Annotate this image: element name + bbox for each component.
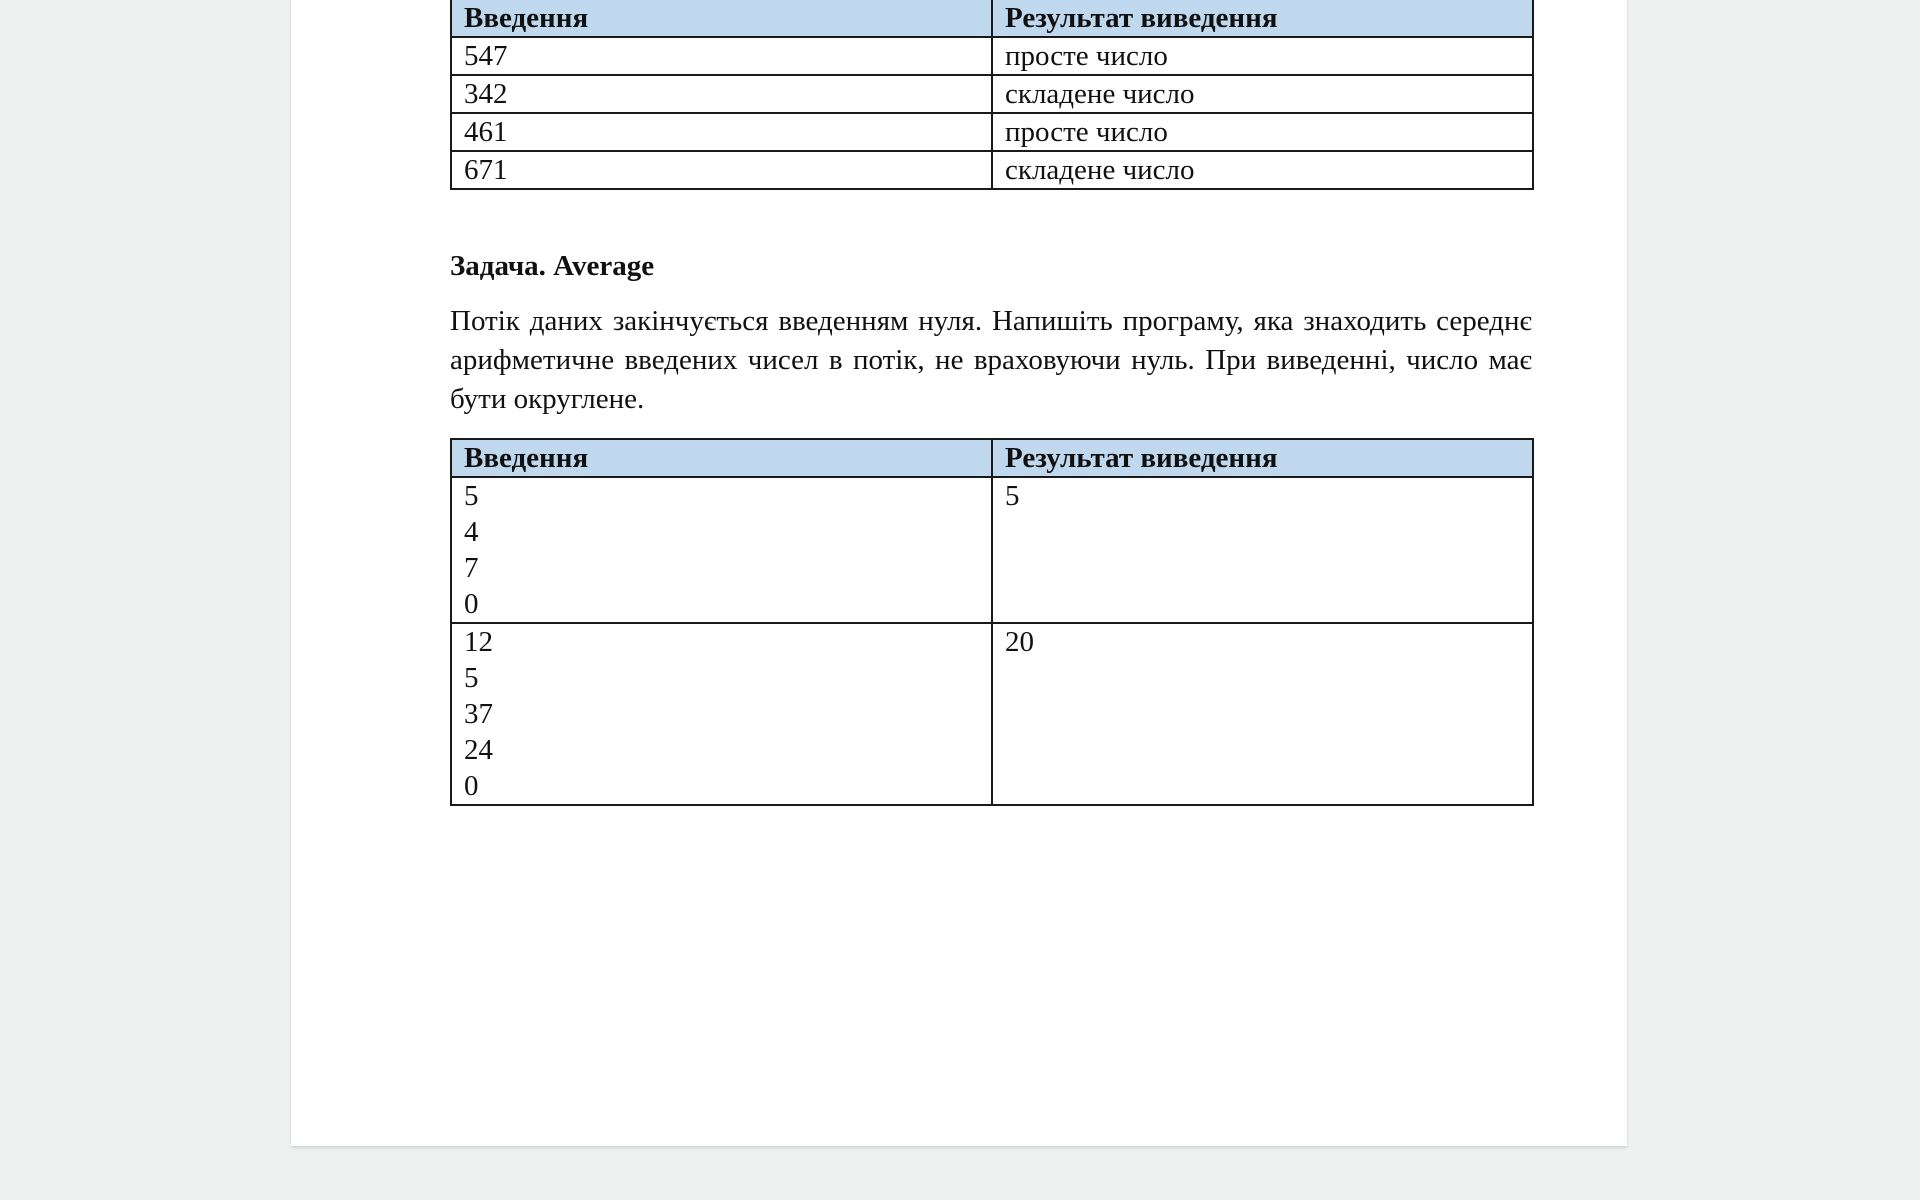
- page-content: [450, 0, 1532, 806]
- examples-table-prime: [450, 0, 1534, 190]
- input-line: 5: [464, 480, 479, 512]
- document-page: [291, 0, 1627, 1146]
- input-line: 12: [464, 626, 493, 658]
- table-header-row: [451, 439, 1533, 477]
- header-input: Введення: [451, 439, 992, 477]
- cell-output: складене число: [992, 151, 1533, 189]
- cell-input: 342: [451, 75, 992, 113]
- table-row: [451, 623, 1533, 805]
- task-title: Задача. Average: [450, 250, 655, 282]
- input-line: 4: [464, 516, 479, 548]
- table-row: [451, 151, 1533, 189]
- input-line: 7: [464, 552, 479, 584]
- cell-input: 547: [451, 37, 992, 75]
- examples-table-average: [450, 438, 1534, 806]
- input-line: 0: [464, 770, 479, 802]
- cell-output: складене число: [992, 75, 1533, 113]
- table-row: [451, 113, 1533, 151]
- table-row: [451, 75, 1533, 113]
- cell-input: [451, 477, 992, 623]
- input-line: 24: [464, 734, 493, 766]
- header-output: Результат виведення: [992, 0, 1533, 37]
- input-line: 0: [464, 588, 479, 620]
- cell-input: [451, 623, 992, 805]
- cell-input: 461: [451, 113, 992, 151]
- cell-input: 671: [451, 151, 992, 189]
- table-header-row: [451, 0, 1533, 37]
- task-description: Потік даних закінчується введенням нуля. Напишіть програму, яка знаходить середнє арифметичне введених чисел в потік, не враховуючи нуль. При виведенні, число має бути округлене.: [450, 305, 1532, 415]
- input-line: 37: [464, 698, 493, 730]
- cell-output: просте число: [992, 37, 1533, 75]
- cell-output: 5: [992, 477, 1533, 623]
- cell-output: просте число: [992, 113, 1533, 151]
- header-input: Введення: [451, 0, 992, 37]
- header-output: Результат виведення: [992, 439, 1533, 477]
- input-line: 5: [464, 662, 479, 694]
- table-row: [451, 477, 1533, 623]
- table-row: [451, 37, 1533, 75]
- cell-output: 20: [992, 623, 1533, 805]
